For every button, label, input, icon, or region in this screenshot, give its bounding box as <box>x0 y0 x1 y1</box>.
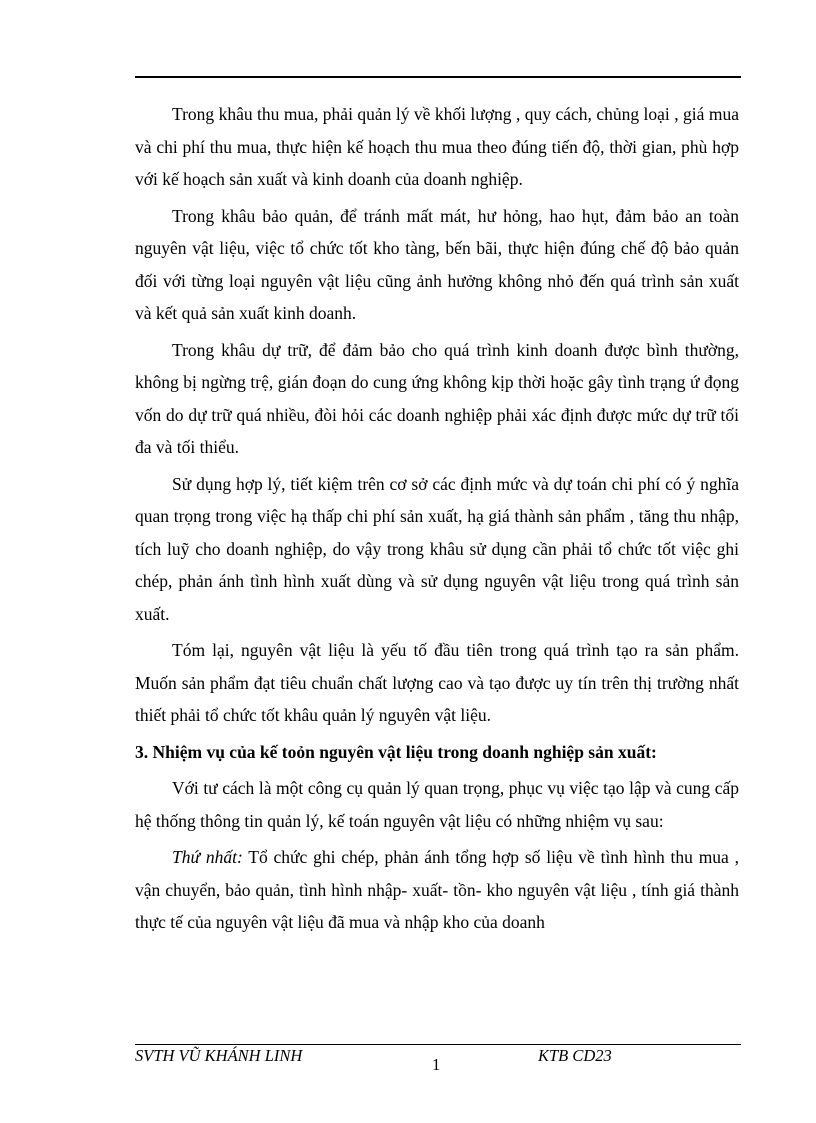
footer-rule <box>135 1044 741 1045</box>
footer-class-code: KTB CD23 <box>538 1046 612 1065</box>
section-heading: 3. Nhiệm vụ của kế toỏn nguyên vật liệu trong doanh nghiệp sản xuất: <box>135 741 657 762</box>
footer-author: SVTH VŨ KHÁNH LINH <box>135 1046 303 1065</box>
page-number: 1 <box>432 1055 441 1074</box>
first-task-lead: Thứ nhất: <box>172 847 243 867</box>
paragraph-reserve: Trong khâu dự trữ, để đảm bảo cho quá trình kinh doanh được bình thường, không bị ngừng trệ, gián đoạn do cung ứng không kịp thời hoặc gây tình trạng ứ đọng vốn do dự trữ quá nhiều, đòi hỏi các doanh nghiệp phải xác định được mức dự trữ tối đa và tối thiểu. <box>135 339 739 457</box>
paragraph-usage: Sử dụng hợp lý, tiết kiệm trên cơ sở các định mức và dự toán chi phí có ý nghĩa quan trọng trong việc hạ thấp chi phí sản xuất, hạ giá thành sản phẩm , tăng thu nhập, tích luỹ cho doanh nghiệp, do vậy trong khâu sử dụng cần phải tổ chức tốt việc ghi chép, phản ánh tình hình xuất dùng và sử dụng nguyên vật liệu trong quá trình sản xuất. <box>135 473 739 624</box>
page-body <box>135 98 739 939</box>
paragraph-purchasing: Trong khâu thu mua, phải quản lý về khối lượng , quy cách, chủng loại , giá mua và chi phí thu mua, thực hiện kế hoạch thu mua theo đúng tiến độ, thời gian, phù hợp với kế hoạch sản xuất và kinh doanh của doanh nghiệp. <box>135 104 739 189</box>
paragraph-storage: Trong khâu bảo quản, để tránh mất mát, hư hỏng, hao hụt, đảm bảo an toàn nguyên vật liệu, việc tổ chức tốt kho tàng, bến bãi, thực hiện đúng chế độ bảo quản đối với từng loại nguyên vật liệu cũng ảnh hưởng không nhỏ đến quá trình sản xuất và kết quả sản xuất kinh doanh. <box>135 205 739 323</box>
paragraph-intro: Với tư cách là một công cụ quản lý quan trọng, phục vụ việc tạo lập và cung cấp hệ thống thông tin quản lý, kế toán nguyên vật liệu có những nhiệm vụ sau: <box>135 778 739 831</box>
paragraph-summary: Tóm lại, nguyên vật liệu là yếu tố đầu tiên trong quá trình tạo ra sản phẩm. Muốn sản phẩm đạt tiêu chuẩn chất lượng cao và tạo được uy tín trên thị trường nhất thiết phải tổ chức tốt khâu quản lý nguyên vật liệu. <box>135 640 739 725</box>
paragraph-first-task <box>135 841 739 939</box>
first-task-text: Tổ chức ghi chép, phản ánh tổng hợp số liệu về tình hình thu mua , vận chuyển, bảo quản, tình hình nhập- xuất- tồn- kho nguyên vật liệu , tính giá thành thực tế của nguyên vật liệu đã mua và nhập kho của doanh <box>135 847 740 932</box>
header-rule <box>135 76 741 78</box>
